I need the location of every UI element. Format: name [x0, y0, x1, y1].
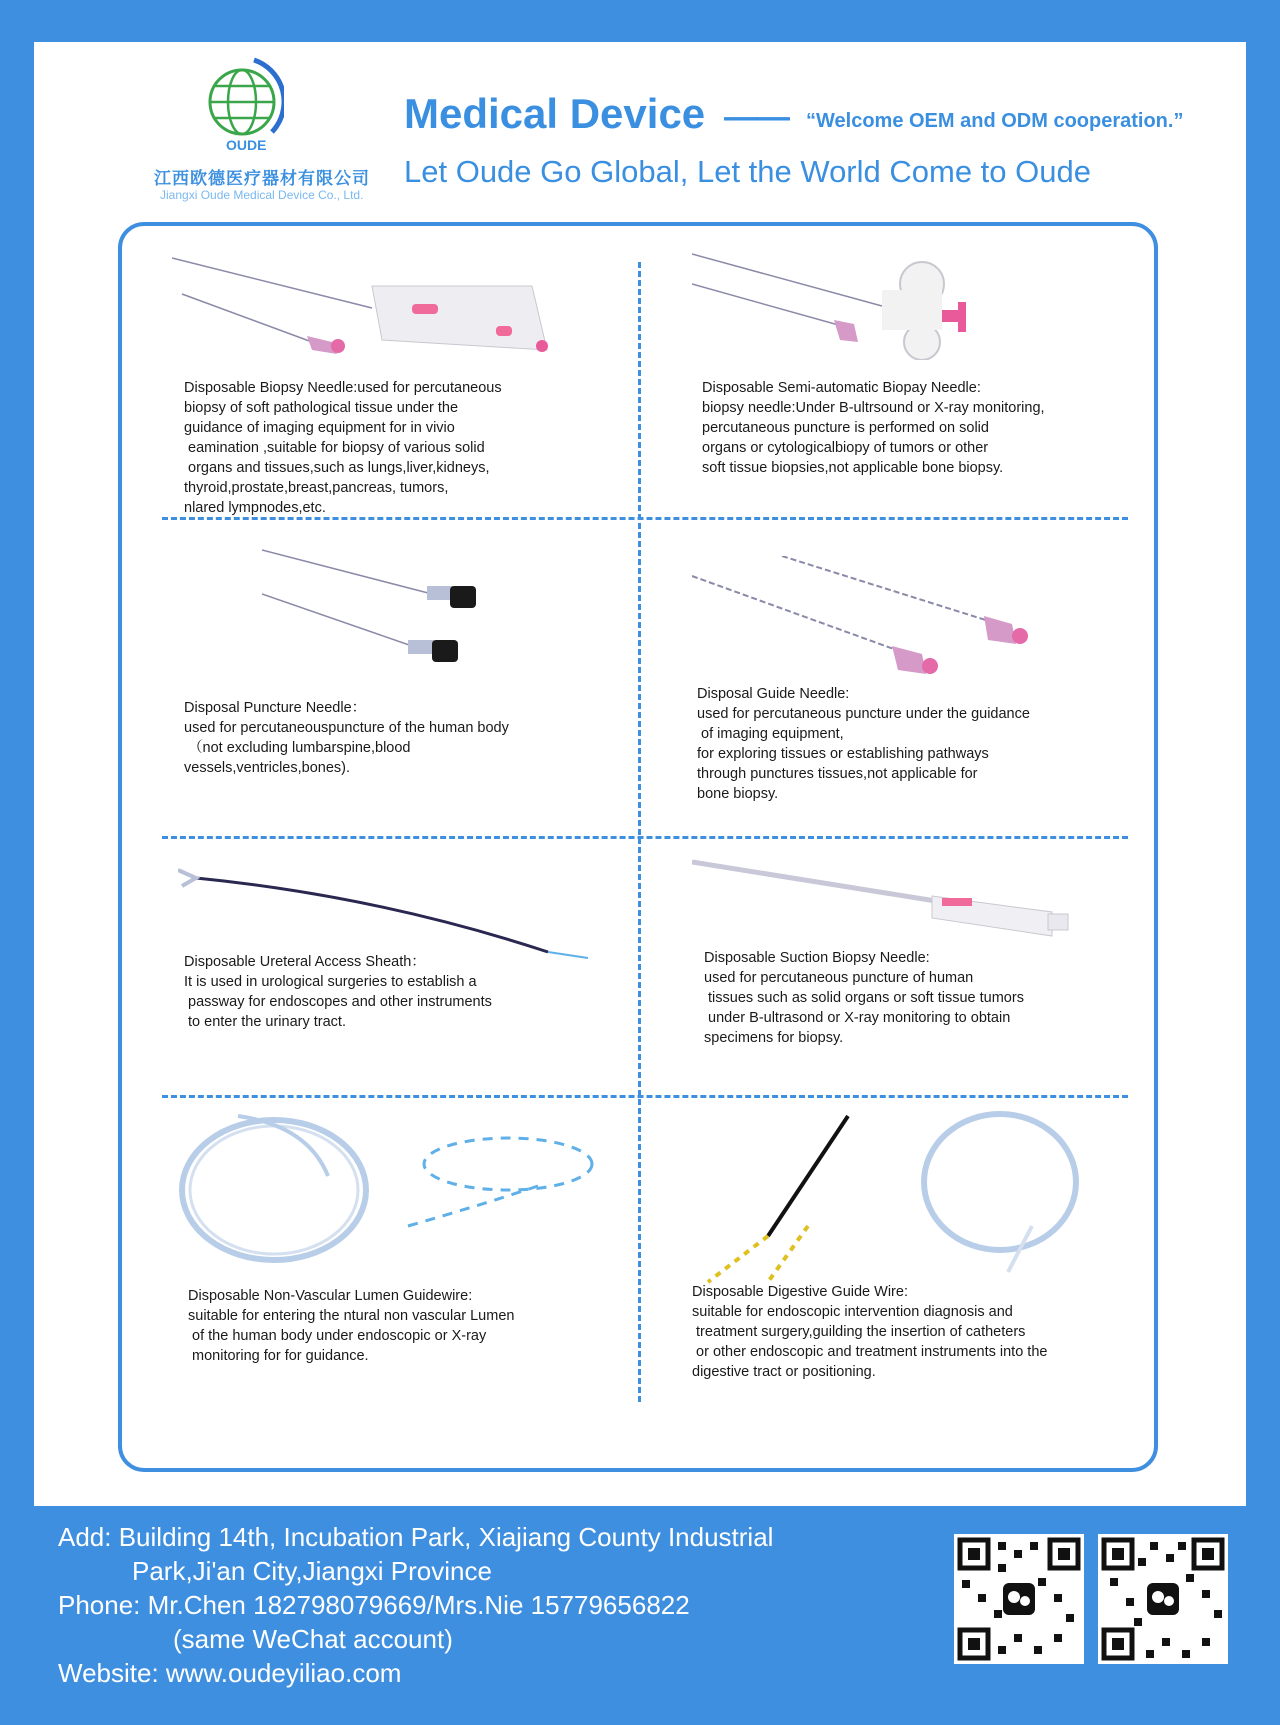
globe-logo-icon: [204, 52, 284, 162]
qr-code-icon: [1098, 1534, 1228, 1664]
product-panel: [118, 222, 1158, 1472]
address-line: Add: Building 14th, Incubation Park, Xiajiang County Industrial: [58, 1522, 774, 1552]
contact-footer: [58, 1520, 773, 1690]
wechat-qr-code-1: [954, 1534, 1084, 1664]
product-card-suction-biopsy-needle: [704, 948, 1024, 1048]
semi-automatic-biopsy-needle-image: [692, 250, 1012, 360]
brochure-sheet: [34, 42, 1246, 1506]
product-name: Disposable Digestive Guide Wire:: [692, 1284, 908, 1300]
product-description: It is used in urological surgeries to establish a passway for endoscopes and other instruments to enter the urinary tract.: [184, 974, 492, 1030]
guide-needle-image: [692, 556, 1052, 676]
product-description: suitable for entering the ntural non vascular Lumen of the human body under endoscopic or X-ray monitoring for for guidance.: [188, 1308, 515, 1364]
product-name: Disposable Ureteral Access Sheath：: [184, 954, 426, 970]
product-description: biopsy needle:Under B-ultrsound or X-ray monitoring, percutaneous puncture is performed on solid organs or cytologicalbiopy of tumors or other soft tissue biopsies,not applicable bone biopsy.: [702, 400, 1045, 476]
product-card-guide-needle: [697, 684, 1030, 804]
title-dash: ——: [724, 98, 788, 136]
ureteral-access-sheath-image: [178, 856, 598, 966]
puncture-needle-image: [262, 546, 502, 676]
page-title: Medical Device: [404, 90, 706, 137]
company-name-english: Jiangxi Oude Medical Device Co., Ltd.: [160, 188, 364, 202]
phone-line: Phone: Mr.Chen 182798079669/Mrs.Nie 15779656822: [58, 1590, 690, 1620]
suction-biopsy-needle-image: [692, 856, 1092, 946]
product-description: used for percutaneouspuncture of the human body （not excluding lumbarspine,blood vessels,ventricles,bones).: [184, 720, 509, 776]
product-name: Disposal Guide Needle:: [697, 686, 850, 702]
product-description: biopsy of soft pathological tissue under the guidance of imaging equipment for in vivio eamination ,suitable for biopsy of various solid organs and tissues,such as lungs,liver,kidneys, thyroid,prostate,breast,pancreas, tumors, nlared lympnodes,etc.: [184, 400, 490, 516]
product-description: suitable for endoscopic intervention diagnosis and treatment surgery,guilding the insertion of catheters or other endoscopic and treatment instruments into the digestive tract or positioning.: [692, 1304, 1048, 1380]
website-link[interactable]: Website: www.oudeyiliao.com: [58, 1658, 402, 1688]
address-line: Park,Ji'an City,Jiangxi Province: [132, 1556, 492, 1586]
product-card-digestive-guide-wire: [692, 1282, 1047, 1382]
product-card-non-vascular-guidewire: [188, 1286, 514, 1366]
row-divider: [162, 836, 1128, 839]
qr-code-icon: [954, 1534, 1084, 1664]
svg-text:OUDE: OUDE: [226, 137, 267, 153]
product-name: Disposable Suction Biopsy Needle:: [704, 950, 930, 966]
row-divider: [162, 1095, 1128, 1098]
product-name: Disposal Puncture Needle：: [184, 700, 367, 716]
product-name: Disposable Biopsy Needle:used for percutaneous: [184, 380, 502, 396]
slogan: Let Oude Go Global, Let the World Come to Oude: [404, 154, 1091, 189]
product-card-biopsy-needle: [184, 378, 502, 518]
column-divider: [638, 262, 641, 1402]
product-card-ureteral-access-sheath: [184, 952, 492, 1032]
product-card-puncture-needle: [184, 698, 509, 778]
non-vascular-guidewire-image: [178, 1106, 608, 1286]
product-description: used for percutaneous puncture under the guidance of imaging equipment, for exploring tissues or establishing pathways through punctures tissues,not applicable for bone biopsy.: [697, 706, 1030, 802]
product-name: Disposable Non-Vascular Lumen Guidewire:: [188, 1288, 473, 1304]
wechat-note: (same WeChat account): [173, 1624, 453, 1654]
company-logo: [94, 52, 370, 202]
company-name-chinese: 江西欧德医疗器材有限公司: [154, 169, 370, 189]
product-name: Disposable Semi-automatic Biopay Needle:: [702, 380, 981, 396]
welcome-tagline: “Welcome OEM and ODM cooperation.”: [806, 110, 1184, 132]
product-card-semi-automatic-biopsy-needle: [702, 378, 1045, 478]
product-description: used for percutaneous puncture of human tissues such as solid organs or soft tissue tumors under B-ultrasond or X-ray monitoring to obtain specimens for biopsy.: [704, 970, 1024, 1046]
biopsy-needle-image: [172, 250, 552, 360]
wechat-qr-code-2: [1098, 1534, 1228, 1664]
digestive-guide-wire-image: [688, 1106, 1108, 1286]
